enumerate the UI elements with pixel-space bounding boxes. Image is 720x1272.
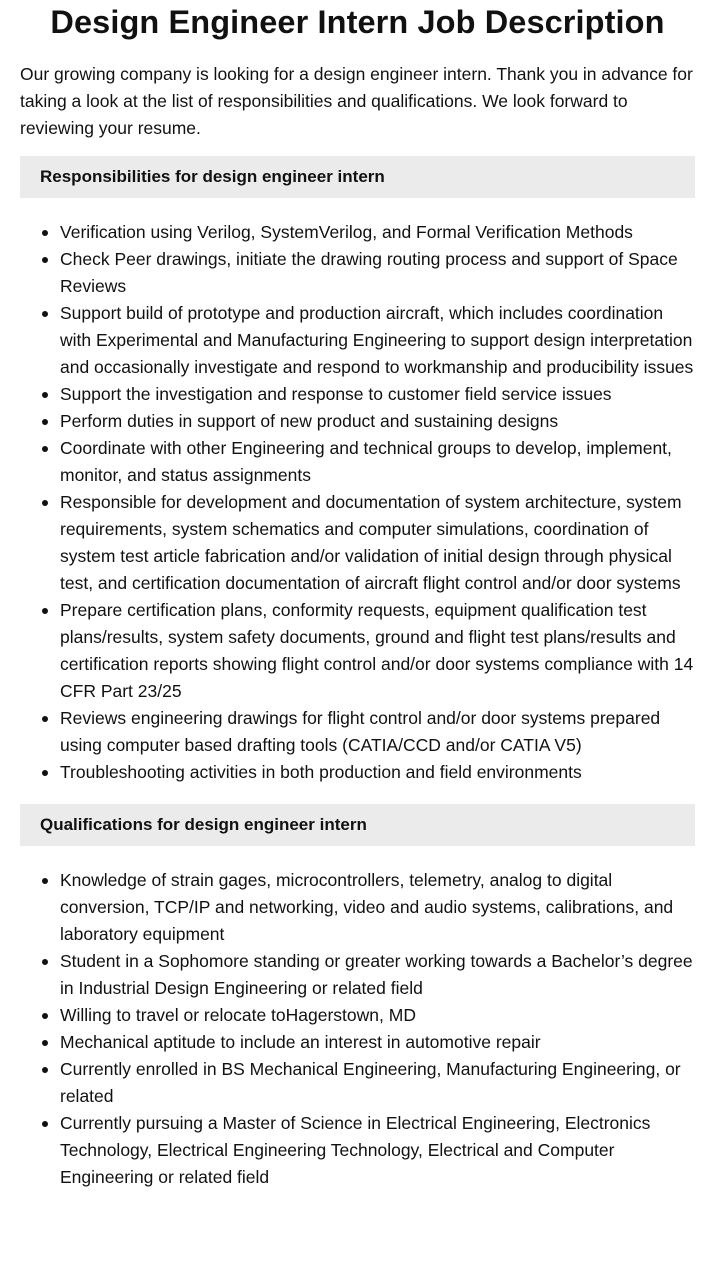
qualifications-heading: Qualifications for design engineer intern	[20, 804, 695, 846]
responsibilities-heading: Responsibilities for design engineer intern	[20, 156, 695, 198]
list-item: Perform duties in support of new product and sustaining designs	[60, 408, 695, 435]
page-title: Design Engineer Intern Job Description	[50, 4, 665, 40]
list-item: Knowledge of strain gages, microcontrollers, telemetry, analog to digital conversion, TCP/IP and networking, video and audio systems, calibrations, and laboratory equipment	[60, 867, 695, 948]
list-item: Support the investigation and response to customer field service issues	[60, 381, 695, 408]
list-item: Troubleshooting activities in both production and field environments	[60, 759, 695, 786]
intro-paragraph: Our growing company is looking for a design engineer intern. Thank you in advance for taking a look at the list of responsibilities and qualifications. We look forward to reviewing your resume.	[20, 64, 693, 138]
list-item: Support build of prototype and production aircraft, which includes coordination with Experimental and Manufacturing Engineering to support design interpretation and occasionally investigate and respond to workmanship and producibility issues	[60, 300, 695, 381]
list-item: Mechanical aptitude to include an interest in automotive repair	[60, 1029, 695, 1056]
list-item: Verification using Verilog, SystemVerilog, and Formal Verification Methods	[60, 219, 695, 246]
list-item: Check Peer drawings, initiate the drawing routing process and support of Space Reviews	[60, 246, 695, 300]
list-item: Coordinate with other Engineering and technical groups to develop, implement, monitor, and status assignments	[60, 435, 695, 489]
list-item: Student in a Sophomore standing or greater working towards a Bachelor’s degree in Industrial Design Engineering or related field	[60, 948, 695, 1002]
list-item: Currently enrolled in BS Mechanical Engineering, Manufacturing Engineering, or related	[60, 1056, 695, 1110]
responsibilities-list	[20, 219, 695, 786]
qualifications-list	[20, 867, 695, 1191]
list-item: Reviews engineering drawings for flight control and/or door systems prepared using computer based drafting tools (CATIA/CCD and/or CATIA V5)	[60, 705, 695, 759]
list-item: Currently pursuing a Master of Science in Electrical Engineering, Electronics Technology, Electrical Engineering Technology, Electrical and Computer Engineering or related field	[60, 1110, 695, 1191]
list-item: Willing to travel or relocate toHagerstown, MD	[60, 1002, 695, 1029]
list-item: Prepare certification plans, conformity requests, equipment qualification test plans/results, system safety documents, ground and flight test plans/results and certification reports showing flight control and/or door systems compliance with 14 CFR Part 23/25	[60, 597, 695, 705]
list-item: Responsible for development and documentation of system architecture, system requirements, system schematics and computer simulations, coordination of system test article fabrication and/or validation of initial design through physical test, and certification documentation of aircraft flight control and/or door systems	[60, 489, 695, 597]
